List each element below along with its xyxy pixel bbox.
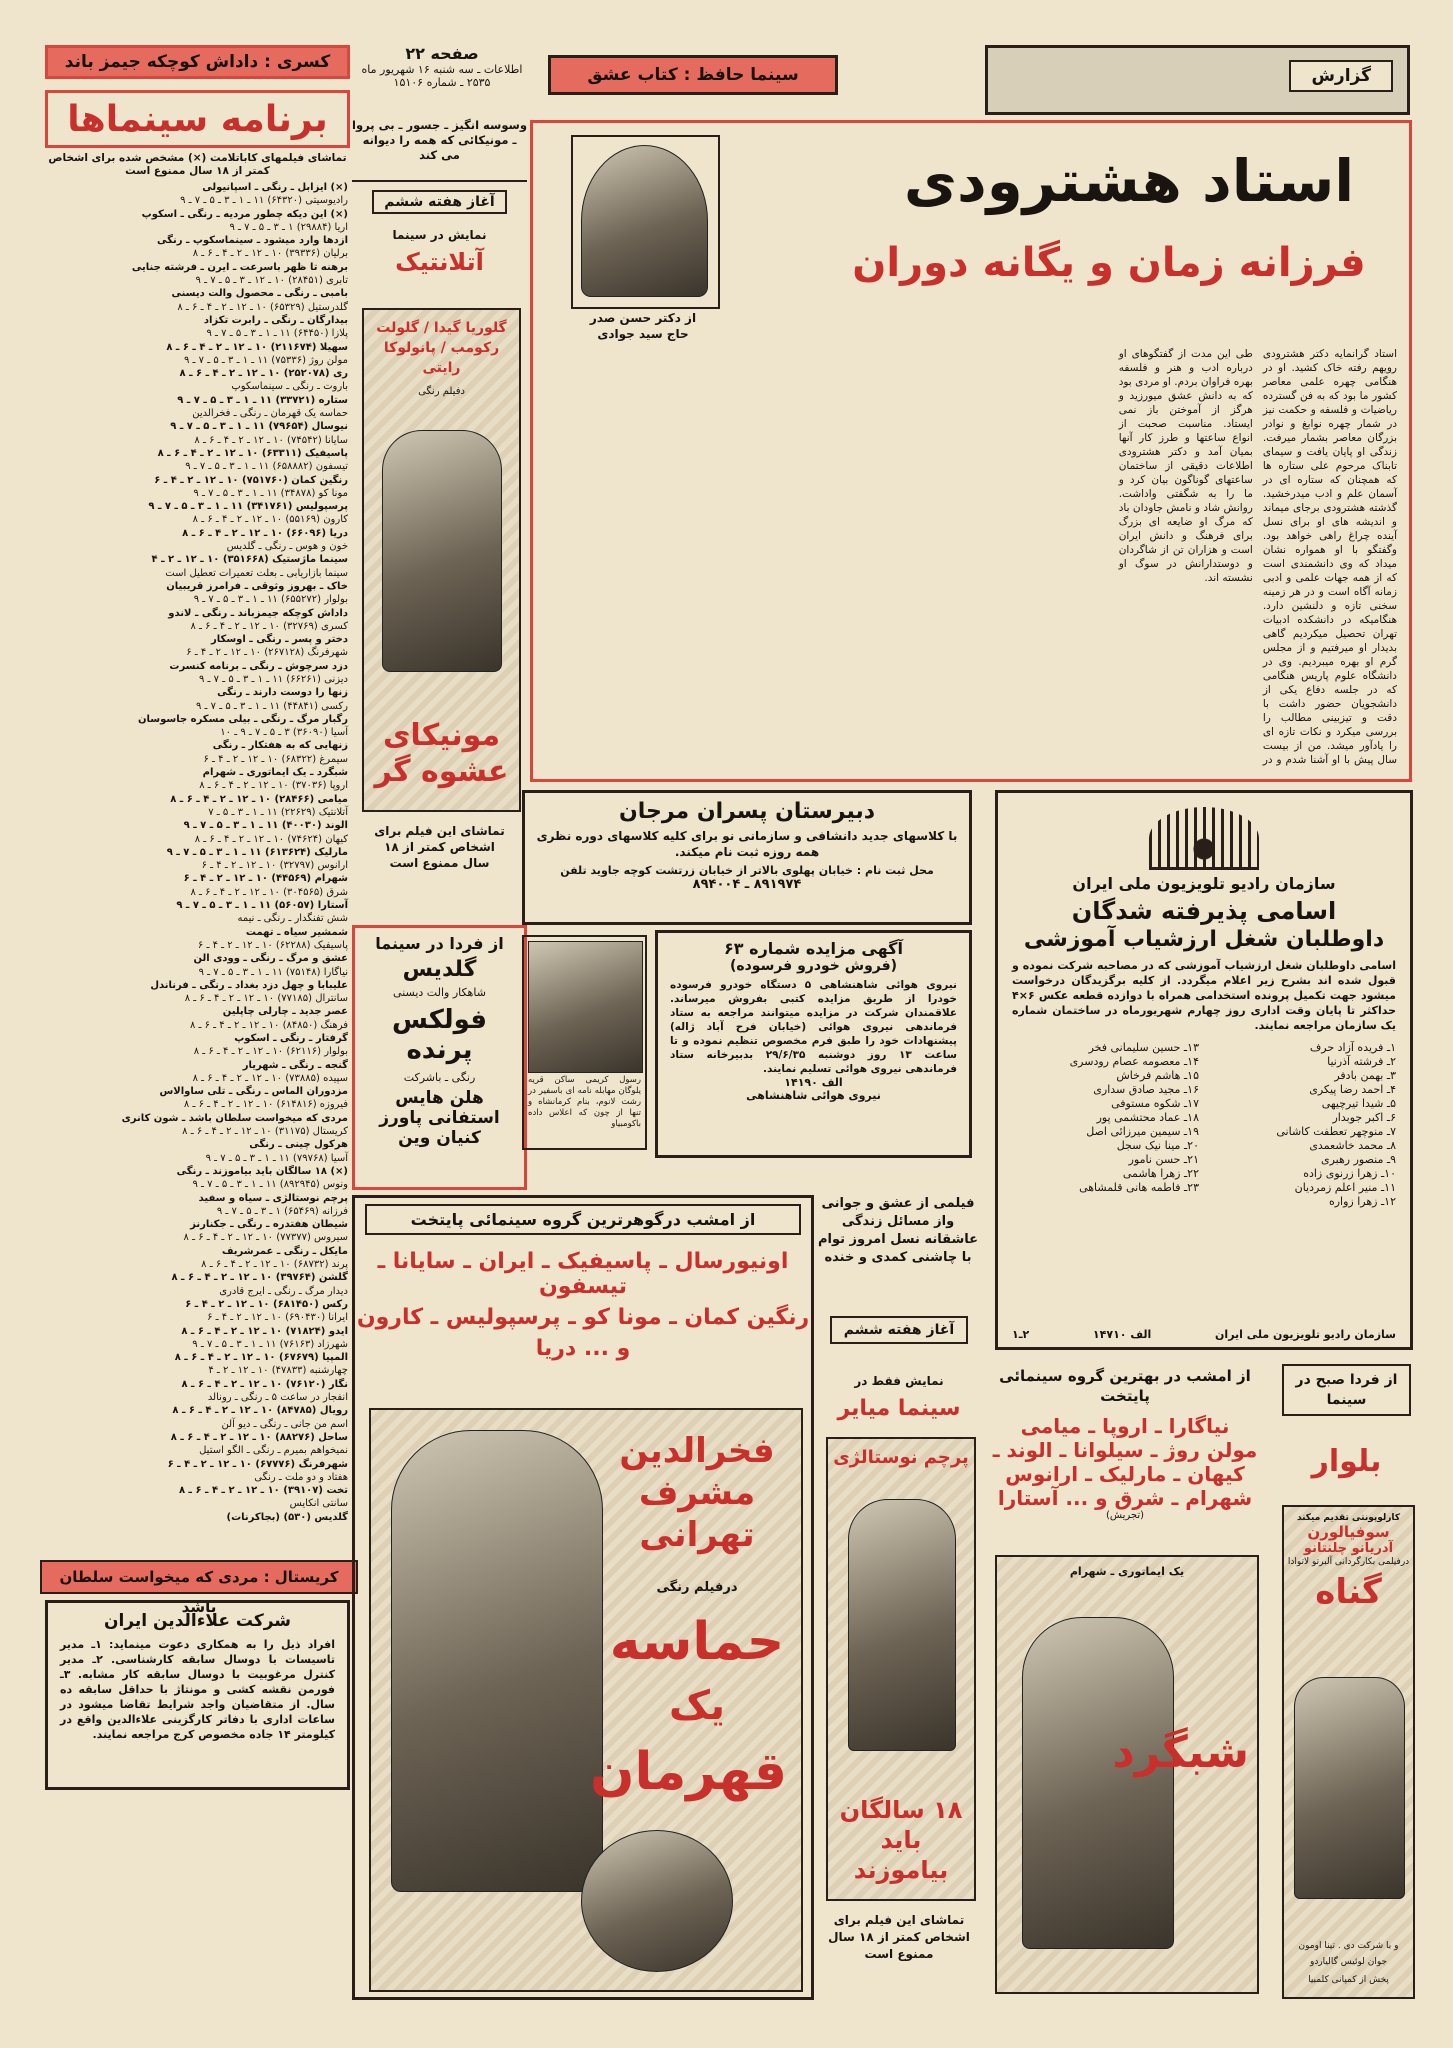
schedule-item: هرکول چینی ـ رنگی xyxy=(249,1139,348,1151)
hamaseh-ad xyxy=(352,1195,814,2000)
schedule-list xyxy=(45,181,350,1544)
schedule-item: المپیا (۶۷۶۷۹) ۱۰ ـ ۱۲ ـ ۲ ـ ۴ ـ ۶ ـ ۸ xyxy=(174,1352,348,1364)
schedule-item: گلدرستیل (۶۵۳۲۹) ۱۰ ـ ۱۲ ـ ۲ ـ ۴ ـ ۶ ـ ۸ xyxy=(177,301,348,313)
boulevard-star-1: سوفیالورن xyxy=(1307,1523,1390,1541)
auction-photo-caption: رسول کریمی ساکن قریه یلوگان مهابله نامه ای باسفیر در رشت لانوم، بنام کرمانشاه و تنها از چون که اعلاس داده باکومبیاو xyxy=(528,1075,641,1129)
schedule-item: ارانوس (۳۲۷۹۷) ۱۰ ـ ۱۲ ـ ۲ ـ ۴ ـ ۶ xyxy=(201,860,348,872)
schedule-item: زنها را دوست دارند ـ رنگی xyxy=(217,687,348,699)
feature-title: استاد هشترودی xyxy=(903,147,1355,215)
radio-name-item: ۵ـ شیدا تیرچیهی xyxy=(1321,1097,1396,1110)
hamaseh-poster-title-1: حماسه xyxy=(609,1612,785,1672)
radio-name-item: ۲ـ فرشته آذرنیا xyxy=(1327,1055,1396,1068)
radio-ad xyxy=(995,790,1413,1350)
hamaseh-poster-photo xyxy=(391,1430,603,1892)
school-ad xyxy=(522,790,972,925)
radio-name-item: ۲۱ـ حسن نامور xyxy=(1128,1153,1199,1166)
auction-subtitle: (فروش خودرو فرسوده) xyxy=(729,958,898,974)
monika-poster-color: دفیلم رنگی xyxy=(418,386,465,397)
schedule-item: دختر و پسر ـ رنگی ـ اوسکار xyxy=(211,634,348,646)
radio-org: سازمان رادیو تلویزیون ملی ایران xyxy=(1072,874,1336,893)
auction-photo xyxy=(528,941,643,1073)
radio-title-2: داوطلبان شغل ارزشیاب آموزشی xyxy=(1023,927,1385,952)
mayfair-start-label: آغاز هفته ششم xyxy=(830,1316,968,1344)
auction-ad xyxy=(655,930,972,1158)
hamaseh-poster-color: درفیلم رنگی xyxy=(656,1580,738,1595)
schedule-item: پاسیفیک (۶۳۳۱۱) ۱۰ ـ ۱۲ ـ ۲ ـ ۴ ـ ۶ ـ ۸ xyxy=(157,447,348,459)
shabgard-cinemas-note: (تجریش) xyxy=(1105,1510,1145,1521)
radio-logo xyxy=(1149,807,1259,870)
company-ad-body: افراد ذیل را به همکاری دعوت مینماید: ۱ـ مدیر تاسیسات با دوسال سابقه کارشناسی. ۲ـ مدیر کنترل مرغوبیت با دوسال سابقه کار مشابه. ۳ـ فورمن نقشه کشی و مونتاژ با حداقل سابقه ده سال. از متقاضیان واجد شرایط تقاضا میشود در ساعات اداری با دفاتر کارگزینی علاءالدین واقع در کیلومتر ۱۴ جاده مخصوص کرج مراجعه نمایند. xyxy=(60,1638,336,1741)
schedule-item: نمیخواهم بمیرم ـ رنگی ـ الگو استیل xyxy=(199,1445,348,1457)
radio-name-item: ۲۲ـ زهرا هاشمی xyxy=(1122,1167,1199,1180)
schedule-item: بامبی ـ رنگی ـ محصول والت دیسنی xyxy=(171,288,348,300)
schedule-item: گرفتار ـ رنگی ـ اسکوپ xyxy=(234,1033,348,1044)
radio-name-item: ۷ـ منوچهر تعطفت کاشانی xyxy=(1276,1125,1396,1138)
schedule-item: مردی که میخواست سلطان باشد ـ شون کانری xyxy=(121,1112,348,1124)
schedule-item: بولوار (۶۵۵۲۷۲) ۱۱ ـ ۱ ـ ۳ ـ ۵ ـ ۷ ـ ۹ xyxy=(193,594,348,606)
schedule-item: رکسی (۴۴۸۴۱) ۱۱ ـ ۱ ـ ۳ ـ ۵ ـ ۷ ـ ۹ xyxy=(196,700,348,712)
schedule-item: آسیا (۳۶۰۹۰) ۳ ـ ۵ ـ ۷ ـ ۹ ـ ۱۰ xyxy=(220,727,348,739)
hamaseh-cinemas-1: اونیورسال ـ پاسیفیک ـ ایران ـ سایانا ـ تیسفون xyxy=(377,1249,789,1299)
radio-name-item: ۱۸ـ عماد محتشمی پور xyxy=(1096,1111,1199,1124)
schedule-item: مارلیک (۶۱۳۶۲۴) ۱۱ ـ ۱ ـ ۳ ـ ۵ ـ ۷ ـ ۹ xyxy=(166,846,348,858)
schedule-item: باروت ـ رنگی ـ سینماسکوپ xyxy=(231,381,348,393)
schedule-item: شرق (۳۰۴۵۶۵) ۱۰ ـ ۱۲ ـ ۲ ـ ۴ ـ ۶ ـ ۸ xyxy=(190,886,348,898)
radio-name-item: ۲۳ـ فاطمه هانی قلمشاهی xyxy=(1079,1181,1199,1194)
mayfair-poster-top: پرچم نوستالژی xyxy=(833,1447,969,1468)
radio-footer-num: ۲ـ۱ xyxy=(1012,1328,1030,1341)
shabgard-poster-photo xyxy=(1022,1617,1174,1949)
schedule-item: فیروزه (۶۱۴۸۱۶) ۱۰ ـ ۱۲ ـ ۲ ـ ۴ ـ ۶ ـ ۸ xyxy=(183,1099,348,1111)
school-ad-title: دبیرستان پسران مرجان xyxy=(618,799,876,824)
boulevard-poster-photo xyxy=(1294,1677,1405,1899)
auction-photo-frame xyxy=(522,935,647,1150)
schedule-item: فرزانه (۶۵۴۶۹) ۱ ـ ۳ ـ ۵ ـ ۷ ـ ۹ xyxy=(216,1205,348,1217)
monika-ad xyxy=(352,118,527,918)
schedule-item: سپیده (۷۳۸۸۵) ۱۰ ـ ۱۲ ـ ۲ ـ ۴ ـ ۶ ـ ۸ xyxy=(192,1072,348,1084)
feature-byline-2: حاج سید جوادی xyxy=(597,327,689,341)
schedule-item: تیسفون (۶۵۸۸۸۲) ۱۱ ـ ۱ ـ ۳ ـ ۵ ـ ۷ ـ ۹ xyxy=(185,461,348,473)
schedule-item: سینما بازاریابی ـ بعلت تعمیرات تعطیل است xyxy=(165,567,348,579)
schedule-item: رادیوسیتی (۶۴۳۲۰) ۱۱ ـ ۱ ـ ۳ ـ ۵ ـ ۷ ـ ۹ xyxy=(180,195,348,207)
goldis-disney: شاهکار والت دیسنی xyxy=(393,986,486,999)
schedule-item: مزدوران الماس ـ رنگی ـ تلی ساوالاس xyxy=(159,1086,348,1098)
schedule-title: برنامه سینماها xyxy=(67,99,328,140)
crystal-banner xyxy=(40,1560,358,1616)
schedule-item: پاسیفیک (۶۲۲۸۸) ۱۰ ـ ۱۲ ـ ۲ ـ ۴ ـ ۶ xyxy=(197,939,348,951)
hamaseh-header: از امشب درگوهرترین گروه سینمائی پایتخت xyxy=(365,1204,801,1235)
radio-name-item: ۱۷ـ شکوه مستوفی xyxy=(1111,1097,1199,1110)
goldis-cast-2: استفانی پاورز xyxy=(379,1108,500,1128)
schedule-item: ونوس (۸۹۲۹۴۵) ۱۱ ـ ۱ ـ ۳ ـ ۵ ـ ۷ ـ ۹ xyxy=(192,1179,348,1191)
radio-title-1: اسامی پذیرفته شدگان xyxy=(1071,897,1337,925)
radio-name-item: ۱۱ـ منیر اعلم زمردیان xyxy=(1294,1181,1396,1194)
hamaseh-cinemas-2: رنگین کمان ـ مونا کو ـ پرسپولیس ـ کارون xyxy=(356,1305,810,1330)
schedule-item: دزد سرچوش ـ رنگی ـ برنامه کنسرت xyxy=(169,660,348,672)
schedule-item: ساحل (۸۸۲۷۶) ۱۰ ـ ۱۲ ـ ۲ ـ ۴ ـ ۶ ـ ۸ xyxy=(170,1431,348,1443)
shabgard-cinemas-1: نیاگارا ـ اروپا ـ میامی xyxy=(1020,1414,1230,1438)
radio-name-item: ۶ـ اکبر جوبدار xyxy=(1332,1111,1396,1124)
radio-names-right xyxy=(1209,1041,1396,1209)
mayfair-cinema: سینما میایر xyxy=(837,1396,961,1421)
radio-name-item: ۱۵ـ هاشم فرخاش xyxy=(1116,1069,1199,1082)
schedule-item: انفجار در ساعت ۵ ـ رنگی ـ رونالد xyxy=(207,1392,348,1404)
school-ad-address: محل ثبت نام : خیابان پهلوی بالاتر از خیابان زرتشت کوچه جاوید تلفن xyxy=(560,864,934,877)
schedule-intro: تماشای فیلمهای کاباتلامت (×) مشخص شده برای اشخاص کمتر از ۱۸ سال ممنوع است xyxy=(48,152,347,177)
schedule-item: شهرزاد (۷۶۱۶۳) ۱۱ ـ ۱ ـ ۳ ـ ۵ ـ ۷ ـ ۹ xyxy=(192,1338,348,1350)
schedule-item: سایانا (۷۴۵۴۲) ۱۰ ـ ۱۲ ـ ۲ ـ ۴ ـ ۶ ـ ۸ xyxy=(194,434,348,446)
auction-body: نیروی هوائی شاهنشاهی ۵ دستگاه خودرو فرسوده خودرا از طریق مزایده کتبی بفروش میرساند. علاقمندان شرکت در مزایده میتوانند مراجعه به ستاد فرماندهی نیروی هوائی (خیابان فرح آباد ژاله) پیشنهادات خود را طبق فرم مخصوص تنظیم نموده و تا ساعت ۱۳ روز دوشنبه ۲۹/۶/۳۵ بدبیرخانه ستاد فرماندهی نیروی هوائی تسلیم نمایند. xyxy=(670,979,957,1075)
boulevard-credit: درفیلمی بکارگردانی آلبرتو لاتوادا xyxy=(1287,1557,1410,1567)
radio-names xyxy=(1012,1041,1396,1209)
schedule-item: زنهایی که به هفتکار ـ رنگی xyxy=(212,740,348,752)
schedule-item: خاک ـ بهروز وثوقی ـ فرامرز قریبیان xyxy=(166,580,348,592)
radio-footer-org: سازمان رادیو تلویزیون ملی ایران xyxy=(1215,1328,1396,1341)
schedule-item: سینما ماژستیک (۳۵۱۶۶۸) ۱۰ ـ ۱۲ ـ ۲ ـ ۴ xyxy=(151,554,348,566)
schedule-item: اریا (۲۹۸۸۴) ۱ ـ ۳ ـ ۵ ـ ۷ ـ ۹ xyxy=(229,221,348,233)
schedule-item: فرهنگ (۸۴۸۵۰) ۱۰ ـ ۱۲ ـ ۲ ـ ۴ ـ ۶ ـ ۸ xyxy=(189,1019,348,1031)
hamaseh-poster-title-2: یک xyxy=(669,1683,725,1729)
schedule-item: میامی (۲۸۴۶۶) ۱۰ ـ ۱۲ ـ ۲ ـ ۴ ـ ۶ ـ ۸ xyxy=(170,793,348,805)
kasra-banner xyxy=(45,45,350,79)
schedule-item: کیهان (۷۴۶۲۴) ۱۰ ـ ۱۲ ـ ۲ ـ ۴ ـ ۶ ـ ۸ xyxy=(194,833,348,845)
shabgard-cinemas-2: مولن روژ ـ سیلوانا ـ الوند ـ xyxy=(992,1438,1258,1462)
monika-poster xyxy=(362,308,521,812)
schedule-item: شیطان هفتدره ـ رنگی ـ جکنارنز xyxy=(190,1219,348,1231)
goldis-cinema: گلدیس xyxy=(402,957,477,982)
schedule-item: الوند (۴۰۰۳۰) ۱۱ ـ ۱ ـ ۳ ـ ۵ ـ ۷ ـ ۹ xyxy=(183,820,348,832)
schedule-item: مولن روژ (۷۵۳۳۶) ۱۱ ـ ۱ ـ ۳ ـ ۵ ـ ۷ ـ ۹ xyxy=(184,354,348,366)
boulevard-footer-2: جوان لوئیس گالیاردو xyxy=(1309,1957,1388,1967)
feature-portrait xyxy=(581,145,708,297)
boulevard-presenter: کارلوپونتی تقدیم میکند xyxy=(1296,1513,1401,1523)
boulevard-footer-3: پخش از کمپانی کلمبیا xyxy=(1308,1975,1389,1985)
schedule-item: خون و هوس ـ رنگی ـ گلدیس xyxy=(226,541,348,553)
shabgard-poster-title: شبگرد xyxy=(1112,1727,1249,1778)
hamaseh-poster xyxy=(369,1408,803,1992)
monika-start-label: آغاز هفته ششم xyxy=(372,190,507,214)
schedule-item: پلازا (۶۴۴۵۰) ۱۱ ـ ۱ ـ ۳ ـ ۵ ـ ۷ ـ ۹ xyxy=(206,328,348,340)
mayfair-poster-photo xyxy=(848,1499,956,1751)
schedule-item: شمشیر سیاه ـ تهمت xyxy=(245,926,348,938)
schedule-item: مایکل ـ رنگی ـ عمرشریف xyxy=(221,1245,348,1257)
shabgard-title: از امشب در بهترین گروه سینمائی پایتخت xyxy=(999,1367,1251,1405)
feature-portrait-frame xyxy=(571,135,720,309)
mayfair-poster xyxy=(826,1437,976,1901)
schedule-item: گلشن (۳۹۷۶۴) ۱۰ ـ ۱۲ ـ ۲ ـ ۴ ـ ۶ ـ ۸ xyxy=(171,1272,348,1284)
auction-code: الف ۱۴۱۹۰ xyxy=(784,1076,843,1089)
goldis-ad xyxy=(352,925,527,1190)
schedule-item: شهرفرنگ (۶۷۷۷۶) ۱۰ ـ ۱۲ ـ ۲ ـ ۴ ـ ۶ xyxy=(167,1458,348,1470)
mayfair-ad xyxy=(818,1312,980,2002)
monika-age-note: تماشای این فیلم برای اشخاص کمتر از ۱۸ سال ممنوع است xyxy=(374,824,505,870)
radio-name-item: ۴ـ احمد رضا پیکری xyxy=(1309,1083,1396,1096)
schedule-item: ایدو (۷۱۸۲۴) ۱۰ ـ ۱۲ ـ ۲ ـ ۴ ـ ۶ ـ ۸ xyxy=(181,1325,348,1337)
goldis-film-title: فولکس پرنده xyxy=(392,1005,487,1065)
schedule-item: چهارشنبه (۴۷۸۳۳) ۱۰ ـ ۱۲ ـ ۲ ـ ۴ xyxy=(208,1365,348,1377)
schedule-item: هفتاد و دو ملت ـ رنگی xyxy=(254,1471,348,1483)
radio-name-item: ۱۴ـ معصومه عصام رودسری xyxy=(1069,1055,1199,1068)
schedule-item: دیدار مرگ ـ رنگی ـ ایرج قادری xyxy=(219,1285,348,1297)
radio-name-item: ۱۶ـ مجید صادق سداری xyxy=(1093,1083,1199,1096)
schedule-item: رکس (۶۸۱۴۵۰) ۱۰ ـ ۱۲ ـ ۲ ـ ۴ ـ ۶ xyxy=(185,1298,348,1310)
goldis-cast-1: هلن هایس xyxy=(395,1088,484,1108)
schedule-item: سیروس (۷۷۳۷۷) ۱۰ ـ ۱۲ ـ ۲ ـ ۴ ـ ۶ ـ ۸ xyxy=(183,1232,348,1244)
radio-name-item: ۱۹ـ سیمین میرزائی اصل xyxy=(1086,1125,1199,1138)
issue-header xyxy=(352,44,532,110)
shabgard-cinemas-3: کیهان ـ مارلیک ـ ارانوس xyxy=(1005,1462,1245,1486)
boulevard-ad xyxy=(1280,1360,1413,2000)
feature-subtitle: فرزانه زمان و یگانه دوران xyxy=(852,240,1366,286)
monika-show-label: نمایش در سینما xyxy=(392,228,487,242)
schedule-item: سانتی انکایس xyxy=(289,1498,348,1510)
schedule-item: دیزنی (۶۶۲۶۱) ۱۱ ـ ۱ ـ ۳ ـ ۵ ـ ۷ ـ ۹ xyxy=(198,673,348,685)
schedule-item: نیوسال (۷۹۶۵۴) ۱۱ ـ ۱ ـ ۳ ـ ۵ ـ ۷ ـ ۹ xyxy=(170,421,348,433)
monika-teaser: وسوسه انگیز ـ جسور ـ بی پروا ـ مونیکائی که همه را دیوانه می کند xyxy=(352,118,527,182)
schedule-item: رنگین کمان (۷۵۱۷۶۰) ۱۰ ـ ۱۲ ـ ۲ ـ ۴ ـ ۶ xyxy=(154,474,348,486)
radio-footer xyxy=(1012,1328,1396,1341)
goldis-tomorrow: از فردا در سینما xyxy=(375,934,504,953)
boulevard-title: گناه xyxy=(1315,1572,1382,1612)
schedule-item: برلیان (۳۹۳۳۶) ۱۰ ـ ۱۲ ـ ۲ ـ ۴ ـ ۶ ـ ۸ xyxy=(192,248,348,260)
shabgard-ad xyxy=(975,1360,1275,2000)
schedule-item: شش تفنگدار ـ رنگی ـ نیمه xyxy=(237,913,348,925)
schedule-item: ایرانا (۶۹۰۴۳۰) ۱۰ ـ ۱۲ ـ ۲ ـ ۴ ـ ۶ xyxy=(207,1312,348,1324)
auction-title: آگهی مزایده شماره ۶۳ xyxy=(724,939,903,958)
company-ad xyxy=(45,1600,350,1790)
schedule-item: کسری (۳۲۷۶۹) ۱۰ ـ ۱۲ ـ ۲ ـ ۴ ـ ۶ ـ ۸ xyxy=(190,620,348,632)
radio-code: الف ۱۴۷۱۰ xyxy=(1092,1328,1152,1341)
kasra-banner-text: کسری : داداش کوچکه جیمز باند xyxy=(64,52,331,72)
schedule-item: (×) ایزابل ـ رنگی ـ اسپانیولی xyxy=(202,182,348,193)
schedule-item: شهرام (۴۴۵۶۹) ۱۰ ـ ۱۲ ـ ۲ ـ ۴ ـ ۶ xyxy=(183,873,348,885)
schedule-item: عصر جدید ـ چارلی چاپلین xyxy=(222,1006,348,1018)
shabgard-poster-top: یک ایماتوری ـ شهرام xyxy=(1069,1565,1185,1578)
report-label: گزارش xyxy=(1289,60,1393,92)
schedule-item: برهنه تا ظهر باسرعت ـ ایرن ـ فرشته جنایی xyxy=(131,261,348,273)
school-ad-body: با کلاسهای جدید دانشافی و سازمانی نو برای کلیه کلاسهای دوره نظری همه روزه ثبت نام میکند. xyxy=(536,829,958,859)
schedule-item: تخت (۳۹۱۰۷) ۱۰ ـ ۱۲ ـ ۲ ـ ۴ ـ ۶ ـ ۸ xyxy=(178,1485,348,1497)
schedule-item: بیدارگان ـ رنگی ـ رابرت تکزاد xyxy=(203,314,348,326)
boulevard-star-2: آدریانو چلنتانو xyxy=(1303,1541,1394,1556)
mayfair-poster-title: ۱۸ سالگان باید بیاموزند xyxy=(839,1796,963,1884)
schedule-item: آتلانتیک (۲۲۶۲۹) ۱۱ ـ ۱ ـ ۳ ـ ۵ ـ ۷ xyxy=(208,806,348,818)
schedule-item: بولوار (۶۲۱۱۶) ۱۰ ـ ۱۲ ـ ۲ ـ ۴ ـ ۶ ـ ۸ xyxy=(193,1046,348,1058)
schedule-item: آستارا (۵۶۰۵۷) ۱۱ ـ ۱ ـ ۳ ـ ۵ ـ ۷ ـ ۹ xyxy=(176,900,348,912)
radio-body: اسامی داوطلبان شغل ارزشیاب آموزشی که در مصاحبه شرکت نموده و قبول شده اند بشرح زیر اعلام میگردد. از کلیه برگزیدگان درخواست میشود جهت تکمیل پرونده استخدامی همراه با دوازده قطعه عکس ۶×۴ حداکثر تا پایان وقت اداری روز چهارم شهریورماه در ساختمان شماره یک سازمان مراجعه نمایند. xyxy=(1012,959,1396,1032)
cinema-hafez-banner xyxy=(548,55,838,95)
issue-date: اطلاعات ـ سه شنبه ۱۶ شهریور ماه xyxy=(361,63,523,76)
monika-cinema: آتلانتیک xyxy=(395,248,484,276)
issue-number: ۲۵۳۵ ـ شماره ۱۵۱۰۶ xyxy=(393,76,491,89)
radio-name-item: ۳ـ بهمن بادفر xyxy=(1334,1069,1396,1082)
schedule-item: کارون (۵۵۱۶۹) ۱۰ ـ ۱۲ ـ ۲ ـ ۴ ـ ۶ ـ ۸ xyxy=(192,514,348,526)
radio-name-item: ۱ـ فریده آزاد حرف xyxy=(1309,1041,1396,1054)
schedule-item: آسیا (۷۹۷۶۸) ۱۱ ـ ۱ ـ ۳ ـ ۵ ـ ۷ ـ ۹ xyxy=(205,1152,348,1164)
boulevard-cinema: بلوار xyxy=(1311,1444,1382,1479)
radio-name-item: ۸ـ محمد خاشعمدی xyxy=(1309,1139,1396,1152)
schedule-item: پرسپولیس (۳۴۱۷۶۱) ۱۱ ـ ۱ ـ ۳ ـ ۵ ـ ۷ ـ ۹ xyxy=(148,501,348,513)
monika-poster-names: گلوریا گیدا / گلولت رکومب / پانولوکا رایتی xyxy=(376,320,507,376)
feature-byline-1: از دکتر حسن صدر xyxy=(589,311,697,325)
auction-signature: نیروی هوائی شاهنشاهی xyxy=(746,1089,881,1102)
feature-body: استاد گرانمایه دکتر هشترودی رویهم رفته خاک کشید. او در هنگامی چهره علمی معاصر کشور ما بود که به فن گسترده ریاضیات و فلسفه و حکمت نیز در شمار چهره نوابغ و نوادر بزرگان معاصر بشمار میرفت. زندگی او پایان یافت و سیمای تابناک مرحوم علی ستاره ها که همچنان که ستاره ای در آسمان علم و ادب میدرخشید. گذشته هشترودی برجای میماند و اندیشه های او برای نسل آینده چراغ راهی خواهد بود. وگفتگو با او همواره نشان میداد که وی دانشمندی است که از همه جهات علمی و ادبی زمانه آگاه است و در هر زمینه سخنی تازه و دلنشین دارد. هنگامیکه در دانشکده ادبیات تهران تحصیل میکردیم گاهی بدیدار او میرفتیم و از مجلس گرم او بهره میبردیم. وی در دانشگاه علوم پاریس هنگامی که در جلسه دفاع یکی از دانشجویان حضور داشت با دقت و تیزبینی مطالب را بررسی میکرد و نکات تازه ای را یادآور میشد. من از بیست سال پیش با او آشنا شدم و در طی این مدت از گفتگوهای او درباره ادب و هنر و فلسفه بهره فراوان بردم. او مردی بود که به دانش عشق میورزید و هرگز از آموختن باز نمی ایستاد. مناسبت صحبت از انواع ساعتها و طرز کار آنها بمیان آمد و دکتر هشترودی اطلاعات دقیقی از ساختمان ساعتهای گوناگون بیان کرد و ما را به شگفتی واداشت. روانش شاد و نامش جاودان باد که مرگ او ضایعه ای بزرگ برای فرهنگ و دانش ایران است و هزاران تن از شاگردان و دوستدارانش در سوگ او نشسته اند. xyxy=(1118,348,1397,766)
hamaseh-poster-star: فخرالدین مشرف تهرانی xyxy=(619,1431,775,1555)
schedule-item: ستاره (۳۳۷۲۱) ۱۱ ـ ۱ ـ ۳ ـ ۵ ـ ۷ ـ ۹ xyxy=(177,394,348,406)
schedule-item: اروپا (۳۷۰۳۶) ۱۰ ـ ۱۲ ـ ۲ ـ ۴ ـ ۶ ـ ۸ xyxy=(199,780,348,792)
schedule-item: نگار (۷۶۱۲۰) ۱۰ ـ ۱۲ ـ ۲ ـ ۴ ـ ۶ ـ ۸ xyxy=(181,1378,348,1390)
goldis-cast-3: کنیان وین xyxy=(398,1128,481,1148)
schedule-item: گنجه ـ رنگی ـ شهریار xyxy=(242,1059,348,1071)
schedule-item: کریستال (۳۱۱۷۵) ۱۰ ـ ۱۲ ـ ۲ ـ ۴ ـ ۶ ـ ۸ xyxy=(182,1126,348,1138)
monika-poster-photo xyxy=(382,430,502,672)
schedule-item: رگبار مرگ ـ رنگی ـ بیلی مسکره جاسوسان xyxy=(138,713,348,725)
boulevard-footer-1: و با شرکت دی . تینا اومون xyxy=(1298,1941,1399,1951)
radio-name-item: ۲۰ـ مینا نیک سجل xyxy=(1116,1139,1199,1152)
report-label-box xyxy=(985,45,1410,115)
shabgard-cinemas-4: شهرام ـ شرق و ... آستارا xyxy=(997,1486,1253,1510)
schedule-item: عشق و مرگ ـ رنگی ـ وودی الن xyxy=(193,953,348,965)
shabgard-poster xyxy=(995,1555,1259,1994)
mayfair-age-note: تماشای این فیلم برای اشخاص کمتر از ۱۸ سال ممنوع است xyxy=(828,1913,970,1961)
school-ad-phone: ۸۹۱۹۷۴ ـ ۸۹۴۰۰۴ xyxy=(692,877,802,892)
schedule-item: ری (۲۵۲۰۷۸) ۱۰ ـ ۱۲ ـ ۲ ـ ۴ ـ ۶ ـ ۸ xyxy=(179,368,348,380)
hamaseh-poster-title-3: قهرمان xyxy=(590,1742,787,1802)
company-ad-title: شرکت علاءالدین ایران xyxy=(103,1611,292,1631)
feature-article xyxy=(530,120,1412,782)
schedule-item: شهرفرنگ (۲۶۷۱۲۸) ۱۰ ـ ۱۲ ـ ۲ ـ ۴ ـ ۶ xyxy=(186,647,348,659)
schedule-item: مونا کو (۳۴۸۷۸) ۱۱ ـ ۱ ـ ۳ ـ ۵ ـ ۷ ـ ۹ xyxy=(193,487,348,499)
radio-name-item: ۹ـ منصور رهبری xyxy=(1321,1153,1396,1166)
schedule-item: سهیلا (۲۱۱۶۷۴) ۱۰ ـ ۱۲ ـ ۲ ـ ۴ ـ ۶ ـ ۸ xyxy=(166,341,348,353)
schedule-item: پرند (۶۸۷۳۲) ۱۰ ـ ۱۲ ـ ۲ ـ ۴ ـ ۶ ـ ۸ xyxy=(201,1259,348,1271)
schedule-item: (×) این دیکه چطور مردیه ـ رنگی ـ اسکوپ xyxy=(141,208,348,220)
schedule-item: داداش کوچکه جیمزباند ـ رنگی ـ لاندو xyxy=(168,607,348,619)
schedule-item: علیبابا و چهل دزد بغداد ـ رنگی ـ فرناندل xyxy=(150,979,348,991)
mayfair-blurb: فیلمی از عشق و جوانی واز مسائل زندگی عاشقانه نسل امروز توام با چاشنی کمدی و خنده xyxy=(817,1196,978,1265)
radio-name-item: ۱۲ـ زهرا زواره xyxy=(1328,1195,1396,1208)
crystal-banner-text: کریستال : مردی که میخواست سلطان باشد xyxy=(59,1568,339,1616)
schedule-item: سیمرغ (۶۸۳۲۲) ۱۰ ـ ۱۲ ـ ۲ ـ ۴ ـ ۶ xyxy=(203,753,348,765)
schedule-item: ازدها وارد میشود ـ سینماسکوپ ـ رنگی xyxy=(157,235,348,247)
radio-name-item: ۱۳ـ حسین سلیمانی فخر xyxy=(1088,1041,1199,1054)
schedule-item: رویال (۸۴۷۸۵) ۱۰ ـ ۱۲ ـ ۲ ـ ۴ ـ ۶ ـ ۸ xyxy=(172,1405,348,1417)
schedule-item: اسم من جانی ـ رنگی ـ دیو آلن xyxy=(221,1418,348,1430)
page-number: صفحه ۲۲ xyxy=(405,44,479,63)
boulevard-poster xyxy=(1282,1505,1415,1999)
schedule-item: تابری (۲۸۴۵۱) ۱۰ ـ ۱۲ ـ ۳ ـ ۵ ـ ۷ ـ ۹ xyxy=(195,275,348,287)
hamaseh-cinemas-3: و ... دریا xyxy=(535,1336,631,1361)
mayfair-show-only: نمایش فقط در xyxy=(854,1374,944,1388)
schedule-item: گلدیس (۵۳۰) (بجاکرنات) xyxy=(226,1511,348,1523)
schedule-item: شبگرد ـ یک ایماتوری ـ شهرام xyxy=(202,767,348,779)
schedule-item: دریا (۶۶۰۹۶) ۱۰ ـ ۱۲ ـ ۲ ـ ۴ ـ ۶ ـ ۸ xyxy=(182,527,348,539)
schedule-item: نیاگارا (۷۵۱۴۸) ۱۱ ـ ۱ ـ ۳ ـ ۵ ـ ۷ ـ ۹ xyxy=(198,966,348,978)
radio-names-left xyxy=(1012,1041,1199,1209)
schedule-title-box xyxy=(45,90,350,148)
cinema-hafez-text: سینما حافظ : کتاب عشق xyxy=(587,65,799,85)
schedule-item: حماسه یک قهرمان ـ رنگی ـ فخرالدین xyxy=(192,408,348,420)
radio-name-item: ۱۰ـ زهرا زرنوی زاده xyxy=(1303,1167,1396,1180)
schedule-item: پرچم نوستالژی ـ سیاه و سفید xyxy=(198,1192,348,1204)
monika-poster-title: مونیکای عشوه گر xyxy=(374,718,509,789)
boulevard-tomorrow: از فردا صبح در سینما xyxy=(1282,1364,1411,1416)
schedule-item: (×) ۱۸ سالگان باید بیاموزند ـ رنگی xyxy=(176,1165,348,1177)
schedule-item: سانترال (۷۷۱۸۵) ۱۰ ـ ۱۲ ـ ۲ ـ ۴ ـ ۶ ـ ۸ xyxy=(184,993,348,1005)
hamaseh-poster-face xyxy=(581,1830,733,1972)
goldis-color: رنگی ـ باشرکت xyxy=(403,1071,476,1084)
